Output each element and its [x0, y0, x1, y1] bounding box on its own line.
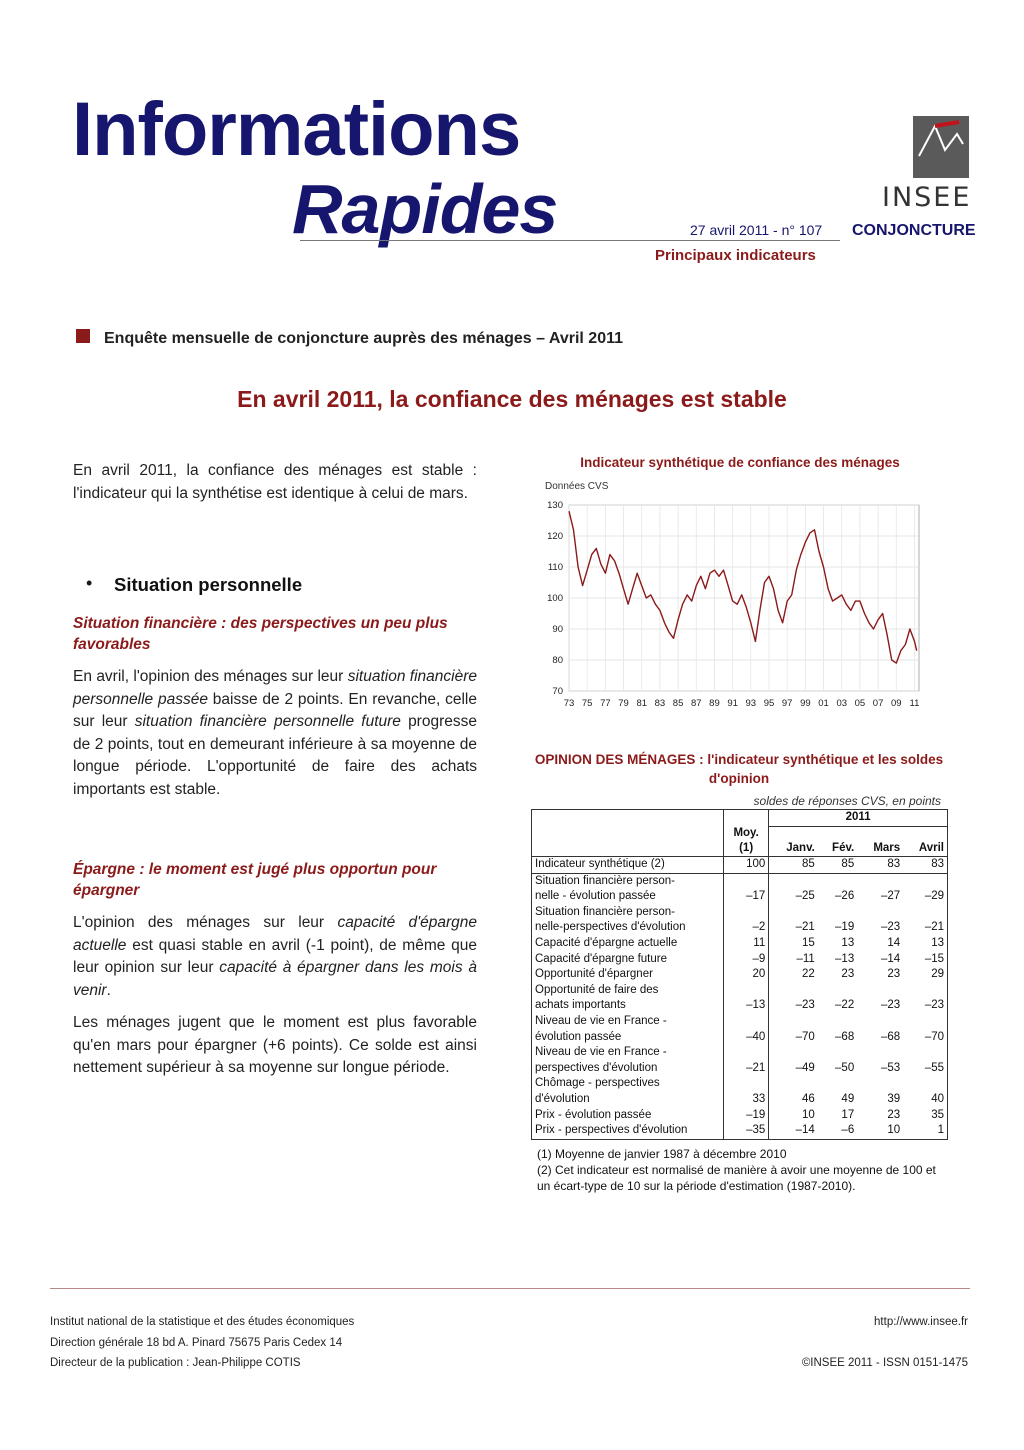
table-row	[532, 905, 948, 936]
paragraph-savings-opportunity: Les ménages jugent que le moment est plus favorable qu'en mars pour épargner (+6 points). Ce solde est ainsi nettement supérieur à sa moyenne sur longue période.	[73, 1014, 477, 1076]
y-tick-label: 110	[547, 562, 563, 573]
row-label-line-2: achats importants	[535, 999, 626, 1012]
table-cell: –25	[769, 873, 818, 905]
survey-title: Enquête mensuelle de conjoncture auprès des ménages – Avril 2011	[104, 330, 624, 347]
table-cell: –15	[924, 952, 944, 965]
footer-copyright: ©INSEE 2011 - ISSN 0151-1475	[801, 1357, 968, 1369]
table-cell: 49	[841, 1093, 855, 1105]
x-tick-label: 79	[618, 698, 629, 709]
x-tick-label: 81	[636, 698, 648, 709]
para1-text-3: progresse de 2 points, tout en demeurant inférieure à sa moyenne de longue période. L'opportunité de faire des achats importants est stable.	[73, 713, 477, 798]
table-cell: –13	[724, 983, 769, 1014]
para1-italic-2: situation financière personnelle future	[134, 713, 401, 730]
table-cell: –21	[924, 921, 944, 934]
table-cell: –2	[724, 905, 769, 936]
table-cell: 17	[841, 1108, 855, 1121]
table-cell: 85	[818, 857, 857, 874]
table-cell: 85	[769, 857, 818, 874]
row-label-line-1: Chômage - perspectives	[535, 1077, 660, 1090]
para2-italic-2: capacité à épargner dans les mois à venir	[73, 959, 477, 999]
table-cell: –68	[881, 1030, 901, 1043]
table-cell: 11	[724, 936, 769, 952]
table-cell: –14	[769, 1123, 818, 1139]
table-cell: 1	[937, 1124, 944, 1137]
table-cell: –27	[857, 873, 903, 905]
para2-text-3: .	[106, 981, 111, 999]
y-tick-label: 100	[547, 593, 563, 604]
row-label-line-1: Niveau de vie en France -	[535, 1015, 667, 1028]
x-tick-label: 09	[890, 698, 902, 709]
table-cell: 46	[769, 1076, 818, 1107]
table-cell: –70	[769, 1014, 818, 1045]
table-row	[532, 967, 948, 983]
para2-text-2: est quasi stable en avril (-1 point), de même que leur opinion sur leur	[73, 936, 477, 976]
intro-paragraph: En avril 2011, la confiance des ménages est stable : l'indicateur qui la synthétise est identique à celui de mars.	[73, 462, 477, 502]
table-cell: –23	[769, 983, 818, 1014]
table-row	[532, 936, 948, 952]
y-tick-label: 120	[547, 531, 563, 542]
table-cell: 40	[931, 1093, 944, 1105]
table-cell: 35	[931, 1108, 944, 1121]
table-cell: –55	[924, 1061, 944, 1074]
table-cell: –22	[835, 999, 855, 1012]
row-label	[532, 1076, 724, 1107]
table-header-blank-2	[532, 826, 724, 857]
table-cell: –19	[724, 1108, 769, 1124]
table-cell: 83	[903, 857, 947, 874]
row-label-line-1: Situation financière person-	[535, 874, 675, 887]
row-label	[532, 873, 724, 905]
table-title: OPINION DES MÉNAGES : l'indicateur synthétique et les soldes d'opinion	[534, 752, 944, 786]
row-label-line-2: nelle - évolution passée	[535, 890, 656, 903]
table-cell: –23	[924, 999, 944, 1012]
chart-unit-label: Données CVS	[545, 481, 609, 492]
table-cell: –50	[835, 1061, 855, 1074]
y-tick-label: 70	[552, 686, 563, 697]
row-label	[532, 1014, 724, 1045]
table-cell: –9	[724, 952, 769, 968]
table-cell: –21	[769, 905, 818, 936]
table-cell: 14	[887, 937, 901, 950]
footer-director: Directeur de la publication : Jean-Philippe COTIS	[50, 1357, 301, 1369]
table-cell: –21	[724, 1045, 769, 1076]
x-tick-label: 85	[672, 698, 684, 709]
issue-date: 27 avril 2011 - n° 107	[690, 222, 823, 238]
para2-italic-1: capacité d'épargne actuelle	[73, 914, 477, 954]
x-tick-label: 03	[836, 698, 848, 709]
para2-text-1: L'opinion des ménages sur leur	[73, 914, 338, 931]
x-tick-label: 95	[763, 698, 775, 709]
table-cell: –13	[835, 952, 855, 965]
table-header-month: Janv.	[769, 826, 818, 857]
table-unit: soldes de réponses CVS, en points	[753, 794, 941, 808]
x-tick-label: 75	[581, 698, 593, 709]
footer-website-link[interactable]: http://www.insee.fr	[874, 1316, 968, 1328]
y-tick-label: 130	[547, 500, 563, 511]
row-label-line-1: Prix - évolution passée	[535, 1108, 652, 1121]
table-cell: 23	[841, 968, 855, 981]
table-header-month: Fév.	[832, 841, 855, 854]
table-header-blank-avg	[724, 810, 769, 827]
x-tick-label: 11	[909, 698, 920, 709]
x-tick-label: 87	[690, 698, 702, 709]
footer-rule	[50, 1288, 970, 1289]
y-tick-label: 90	[552, 624, 563, 635]
table-cell: 29	[931, 968, 944, 981]
row-label	[532, 905, 724, 936]
footer-institute: Institut national de la statistique et des études économiques	[50, 1316, 355, 1328]
table-cell: –6	[841, 1124, 855, 1137]
table-row	[532, 952, 948, 968]
masthead-subtitle: Principaux indicateurs	[655, 247, 816, 264]
table-header-month: Avril	[918, 841, 944, 854]
table-cell: 10	[769, 1108, 818, 1124]
table-cell: 20	[724, 967, 769, 983]
x-tick-label: 89	[709, 698, 720, 709]
table-cell: 33	[724, 1076, 769, 1107]
table-cell: –29	[903, 873, 947, 905]
chart-title: Indicateur synthétique de confiance des ménages	[580, 455, 900, 470]
row-label	[532, 1108, 724, 1124]
row-label	[532, 1045, 724, 1076]
subheading-savings: Épargne : le moment est jugé plus opportun pour épargner	[73, 861, 437, 899]
table-row	[532, 873, 948, 905]
row-label	[532, 857, 724, 874]
table-row	[532, 983, 948, 1014]
row-label	[532, 1123, 724, 1139]
avg-header-1: Moy.	[733, 827, 759, 840]
para1-text-2: baisse de 2 points. En revanche, celle sur leur	[73, 690, 477, 730]
table-note-2: (2) Cet indicateur est normalisé de manière à avoir une moyenne de 100 et un écart-type de 10 sur la période d'estimation (1987-2010).	[537, 1162, 936, 1193]
table-cell: 10	[887, 1124, 901, 1137]
x-tick-label: 97	[781, 698, 793, 709]
table-row	[532, 1045, 948, 1076]
table-note-1: (1) Moyenne de janvier 1987 à décembre 2010	[537, 1147, 787, 1161]
x-tick-label: 73	[563, 698, 575, 709]
y-tick-label: 80	[552, 655, 563, 666]
table-row	[532, 1108, 948, 1124]
table-body	[532, 857, 948, 1140]
table-cell: 23	[887, 1108, 901, 1121]
row-label-line-2: perspectives d'évolution	[535, 1061, 658, 1074]
avg-header-2: (1)	[739, 842, 754, 855]
table-header-year: 2011	[769, 810, 948, 827]
masthead-title-rapides: Rapides	[292, 170, 558, 248]
section-title: Situation personnelle	[114, 574, 303, 595]
table-header-average	[724, 826, 769, 857]
table-cell: –23	[881, 999, 901, 1012]
table-cell: 13	[841, 937, 855, 950]
footer-address: Direction générale 18 bd A. Pinard 75675 Paris Cedex 14	[50, 1337, 343, 1349]
row-label-line-1: Indicateur synthétique (2)	[535, 858, 665, 871]
table-cell: 39	[887, 1093, 901, 1105]
x-tick-label: 01	[818, 698, 829, 709]
table-cell: –23	[881, 921, 901, 934]
table-notes	[537, 1147, 937, 1194]
table-cell: –19	[835, 921, 855, 934]
row-label-line-1: Opportunité d'épargner	[535, 968, 653, 981]
table-cell: –35	[724, 1123, 769, 1139]
row-label-line-1: Capacité d'épargne future	[535, 952, 667, 965]
row-label	[532, 967, 724, 983]
masthead-rule	[300, 240, 840, 241]
row-label-line-1: Niveau de vie en France -	[535, 1046, 667, 1059]
insee-logo-icon	[913, 116, 969, 178]
subheading-financial-situation: Situation financière : des perspectives un peu plus favorables	[73, 615, 448, 653]
x-tick-label: 05	[854, 698, 866, 709]
para1-italic-1: situation financière personnelle passée	[73, 668, 477, 708]
insee-wordmark: INSEE	[882, 182, 972, 213]
table-cell: –49	[769, 1045, 818, 1076]
table-row	[532, 1014, 948, 1045]
masthead-title-informations: Informations	[72, 87, 521, 172]
paragraph-financial-situation	[73, 666, 477, 801]
x-tick-label: 99	[800, 698, 811, 709]
x-tick-label: 83	[654, 698, 666, 709]
table-cell: 100	[724, 857, 769, 874]
table-cell: 13	[931, 937, 944, 950]
table-header-month: Mars	[873, 841, 901, 854]
row-label-line-2: nelle-perspectives d'évolution	[535, 921, 686, 934]
table-row	[532, 1123, 948, 1139]
row-label-line-1: Opportunité de faire des	[535, 983, 659, 996]
x-tick-label: 93	[745, 698, 757, 709]
table-cell: –14	[881, 952, 901, 965]
confidence-chart	[534, 495, 934, 715]
table-row	[532, 1076, 948, 1107]
headline: En avril 2011, la confiance des ménages est stable	[237, 386, 787, 412]
table-cell: –68	[835, 1030, 855, 1043]
table-cell: –40	[724, 1014, 769, 1045]
conjoncture-label: CONJONCTURE	[852, 222, 976, 239]
table-cell: –70	[924, 1030, 944, 1043]
row-label	[532, 936, 724, 952]
bullet-icon: •	[86, 573, 93, 593]
square-bullet-icon	[76, 329, 90, 343]
row-label-line-2: d'évolution	[535, 1093, 590, 1105]
paragraph-savings-capacity	[73, 912, 477, 1002]
opinion-table	[531, 809, 948, 1140]
table-cell: 22	[769, 967, 818, 983]
x-tick-label: 91	[727, 698, 738, 709]
row-label	[532, 983, 724, 1014]
table-cell: 83	[857, 857, 903, 874]
row-label	[532, 952, 724, 968]
row-label-line-1: Capacité d'épargne actuelle	[535, 937, 678, 950]
table-cell: 23	[887, 968, 901, 981]
table-cell: 15	[769, 936, 818, 952]
table-cell: –53	[881, 1061, 901, 1074]
row-label-line-2: évolution passée	[535, 1030, 622, 1043]
row-label-line-1: Situation financière person-	[535, 905, 675, 918]
table-cell: –17	[724, 873, 769, 905]
x-tick-label: 77	[600, 698, 611, 709]
table-cell: –26	[818, 873, 857, 905]
row-label-line-1: Prix - perspectives d'évolution	[535, 1124, 688, 1137]
table-header-blank	[532, 810, 724, 827]
table-row	[532, 857, 948, 874]
x-tick-label: 07	[872, 698, 884, 709]
para1-text-1: En avril, l'opinion des ménages sur leur	[73, 668, 348, 685]
table-cell: –11	[769, 952, 818, 968]
